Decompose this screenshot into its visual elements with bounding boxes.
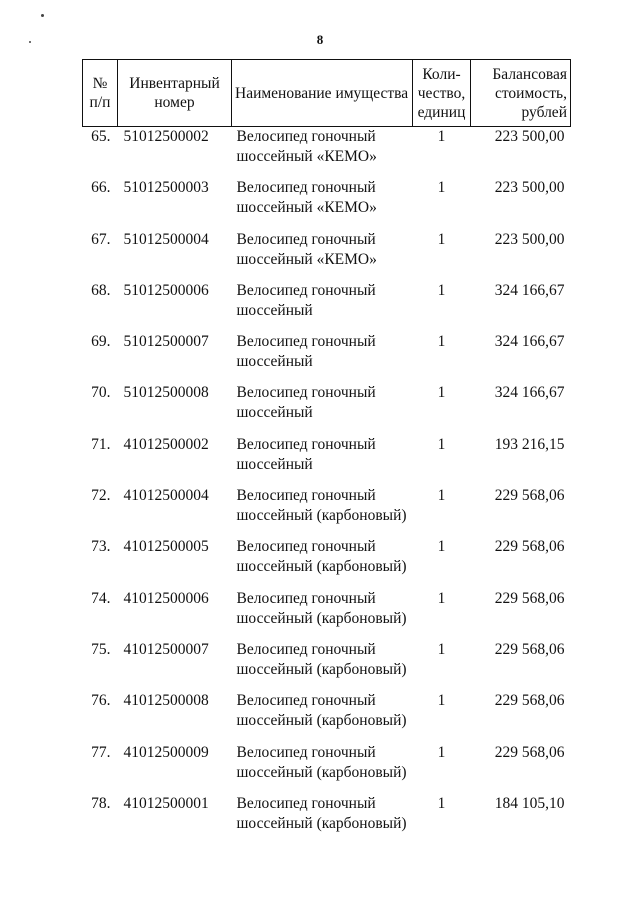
header-row [83, 60, 571, 127]
table-row [83, 589, 571, 640]
table-row [83, 383, 571, 434]
inventory-number-cell: 51012500004 [123, 230, 209, 248]
property-name-cell [232, 691, 413, 742]
property-name-cell [232, 743, 413, 794]
balance-cost-cell: 223 500,00 [494, 128, 565, 145]
property-name-line: Велосипед гоночный [236, 179, 376, 197]
quantity-cell: 1 [437, 384, 446, 402]
row-number-cell: 67. [91, 230, 111, 248]
property-name-cell [232, 794, 413, 845]
property-name-line: шоссейный [236, 455, 313, 473]
header-line: номер [154, 94, 195, 111]
property-name-line: Велосипед гоночный [236, 230, 376, 248]
table-header [83, 60, 571, 127]
inventory-number-cell: 41012500006 [123, 589, 209, 607]
balance-cost-cell: 229 568,06 [494, 692, 565, 710]
property-name-line: шоссейный [236, 353, 313, 371]
inventory-number-cell: 51012500003 [123, 179, 209, 197]
header-balance-cost [471, 60, 571, 127]
quantity-cell: 1 [437, 538, 446, 556]
balance-cost-cell: 229 568,06 [494, 487, 565, 505]
property-name-line: шоссейный (карбоновый) [236, 712, 407, 730]
inventory-number-cell: 41012500004 [123, 487, 209, 505]
table-row [83, 691, 571, 742]
property-name-cell [232, 230, 413, 281]
property-name-cell [232, 486, 413, 537]
property-name-cell [232, 640, 413, 691]
property-name-line: шоссейный «КЕМО» [236, 250, 377, 268]
row-number-cell: 72. [91, 487, 111, 505]
inventory-number-cell: 51012500002 [123, 128, 209, 145]
balance-cost-cell: 229 568,06 [494, 589, 565, 607]
property-name-line: шоссейный (карбоновый) [236, 558, 407, 576]
property-name-line: Велосипед гоночный [236, 384, 376, 402]
row-number-cell: 78. [91, 794, 111, 812]
balance-cost-cell: 229 568,06 [494, 640, 565, 658]
table-row [83, 281, 571, 332]
quantity-cell: 1 [437, 589, 446, 607]
quantity-cell: 1 [437, 230, 446, 248]
header-inventory-number [118, 60, 232, 127]
header-quantity [413, 60, 471, 127]
property-name-cell [232, 281, 413, 332]
row-number-cell: 71. [91, 435, 111, 453]
property-name-line: Велосипед гоночный [236, 640, 376, 658]
row-number-cell: 74. [91, 589, 111, 607]
quantity-cell: 1 [437, 487, 446, 505]
balance-cost-cell: 229 568,06 [494, 743, 565, 761]
balance-cost-cell: 324 166,67 [494, 384, 565, 402]
property-name-line: шоссейный (карбоновый) [236, 814, 407, 832]
property-name-line: шоссейный [236, 301, 313, 319]
header-row-number [83, 60, 118, 127]
property-name-cell [232, 127, 413, 179]
inventory-number-cell: 41012500002 [123, 435, 209, 453]
balance-cost-cell: 193 216,15 [494, 435, 565, 453]
row-number-cell: 66. [91, 179, 111, 197]
property-name-cell [232, 178, 413, 229]
quantity-cell: 1 [437, 794, 446, 812]
balance-cost-cell: 223 500,00 [494, 179, 565, 197]
property-name-line: Велосипед гоночный [236, 435, 376, 453]
quantity-cell: 1 [437, 692, 446, 710]
property-name-line: Велосипед гоночный [236, 692, 376, 710]
header-line: единиц [417, 103, 466, 121]
table-row [83, 332, 571, 383]
property-name-line: шоссейный [236, 404, 313, 422]
row-number-cell: 77. [91, 743, 111, 761]
header-line: п/п [89, 94, 111, 111]
table-row [83, 537, 571, 588]
inventory-number-cell: 51012500007 [123, 333, 209, 351]
property-name-line: Велосипед гоночный [236, 487, 376, 505]
quantity-cell: 1 [437, 128, 446, 145]
quantity-cell: 1 [437, 743, 446, 761]
header-property-name [232, 60, 413, 127]
table-row [83, 127, 571, 179]
balance-cost-cell: 223 500,00 [494, 230, 565, 248]
property-name-line: Велосипед гоночный [236, 743, 376, 761]
property-name-cell [232, 435, 413, 486]
inventory-number-cell: 51012500008 [123, 384, 209, 402]
scan-speck [41, 14, 44, 17]
inventory-number-cell: 41012500005 [123, 538, 209, 556]
table-row [83, 640, 571, 691]
header-line: Балансовая [492, 65, 567, 83]
row-number-cell: 76. [91, 692, 111, 710]
property-name-line: шоссейный (карбоновый) [236, 507, 407, 525]
header-line: рублей [521, 103, 567, 121]
property-name-line: Велосипед гоночный [236, 794, 376, 812]
property-name-cell [232, 383, 413, 434]
balance-cost-cell: 184 105,10 [494, 794, 565, 812]
row-number-cell: 73. [91, 538, 111, 556]
table-row [83, 178, 571, 229]
header-line: № [92, 75, 108, 92]
inventory-number-cell: 41012500009 [123, 743, 209, 761]
inventory-number-cell: 41012500008 [123, 692, 209, 710]
quantity-cell: 1 [437, 435, 446, 453]
row-number-cell: 68. [91, 281, 111, 299]
header-line: чество, [417, 84, 466, 102]
header-line: Инвентарный [129, 75, 220, 92]
balance-cost-cell: 229 568,06 [494, 538, 565, 556]
table-row [83, 435, 571, 486]
property-name-line: шоссейный «КЕМО» [236, 148, 377, 165]
property-name-line: шоссейный (карбоновый) [236, 660, 407, 678]
property-name-line: Велосипед гоночный [236, 128, 376, 145]
header-line: Наименование имущества [235, 84, 409, 102]
table-row [83, 794, 571, 845]
property-name-line: шоссейный «КЕМО» [236, 199, 377, 217]
property-name-line: Велосипед гоночный [236, 333, 376, 351]
inventory-number-cell: 41012500001 [123, 794, 209, 812]
property-name-line: Велосипед гоночный [236, 281, 376, 299]
quantity-cell: 1 [437, 179, 446, 197]
table-body [83, 127, 571, 846]
property-name-line: шоссейный (карбоновый) [236, 763, 407, 781]
table-row [83, 743, 571, 794]
header-line: Коли- [422, 65, 461, 83]
balance-cost-cell: 324 166,67 [494, 333, 565, 351]
property-name-line: шоссейный (карбоновый) [236, 609, 407, 627]
row-number-cell: 69. [91, 333, 111, 351]
row-number-cell: 65. [91, 128, 111, 145]
property-table [82, 59, 571, 845]
inventory-number-cell: 41012500007 [123, 640, 209, 658]
table-row [83, 486, 571, 537]
property-name-line: Велосипед гоночный [236, 589, 376, 607]
quantity-cell: 1 [437, 333, 446, 351]
quantity-cell: 1 [437, 640, 446, 658]
quantity-cell: 1 [437, 281, 446, 299]
property-name-line: Велосипед гоночный [236, 538, 376, 556]
balance-cost-cell: 324 166,67 [494, 281, 565, 299]
property-name-cell [232, 537, 413, 588]
property-name-cell [232, 332, 413, 383]
table-row [83, 230, 571, 281]
property-name-cell [232, 589, 413, 640]
header-line: стоимость, [494, 84, 567, 102]
row-number-cell: 75. [91, 640, 111, 658]
row-number-cell: 70. [91, 384, 111, 402]
inventory-number-cell: 51012500006 [123, 281, 209, 299]
page-number: 8 [316, 32, 324, 47]
